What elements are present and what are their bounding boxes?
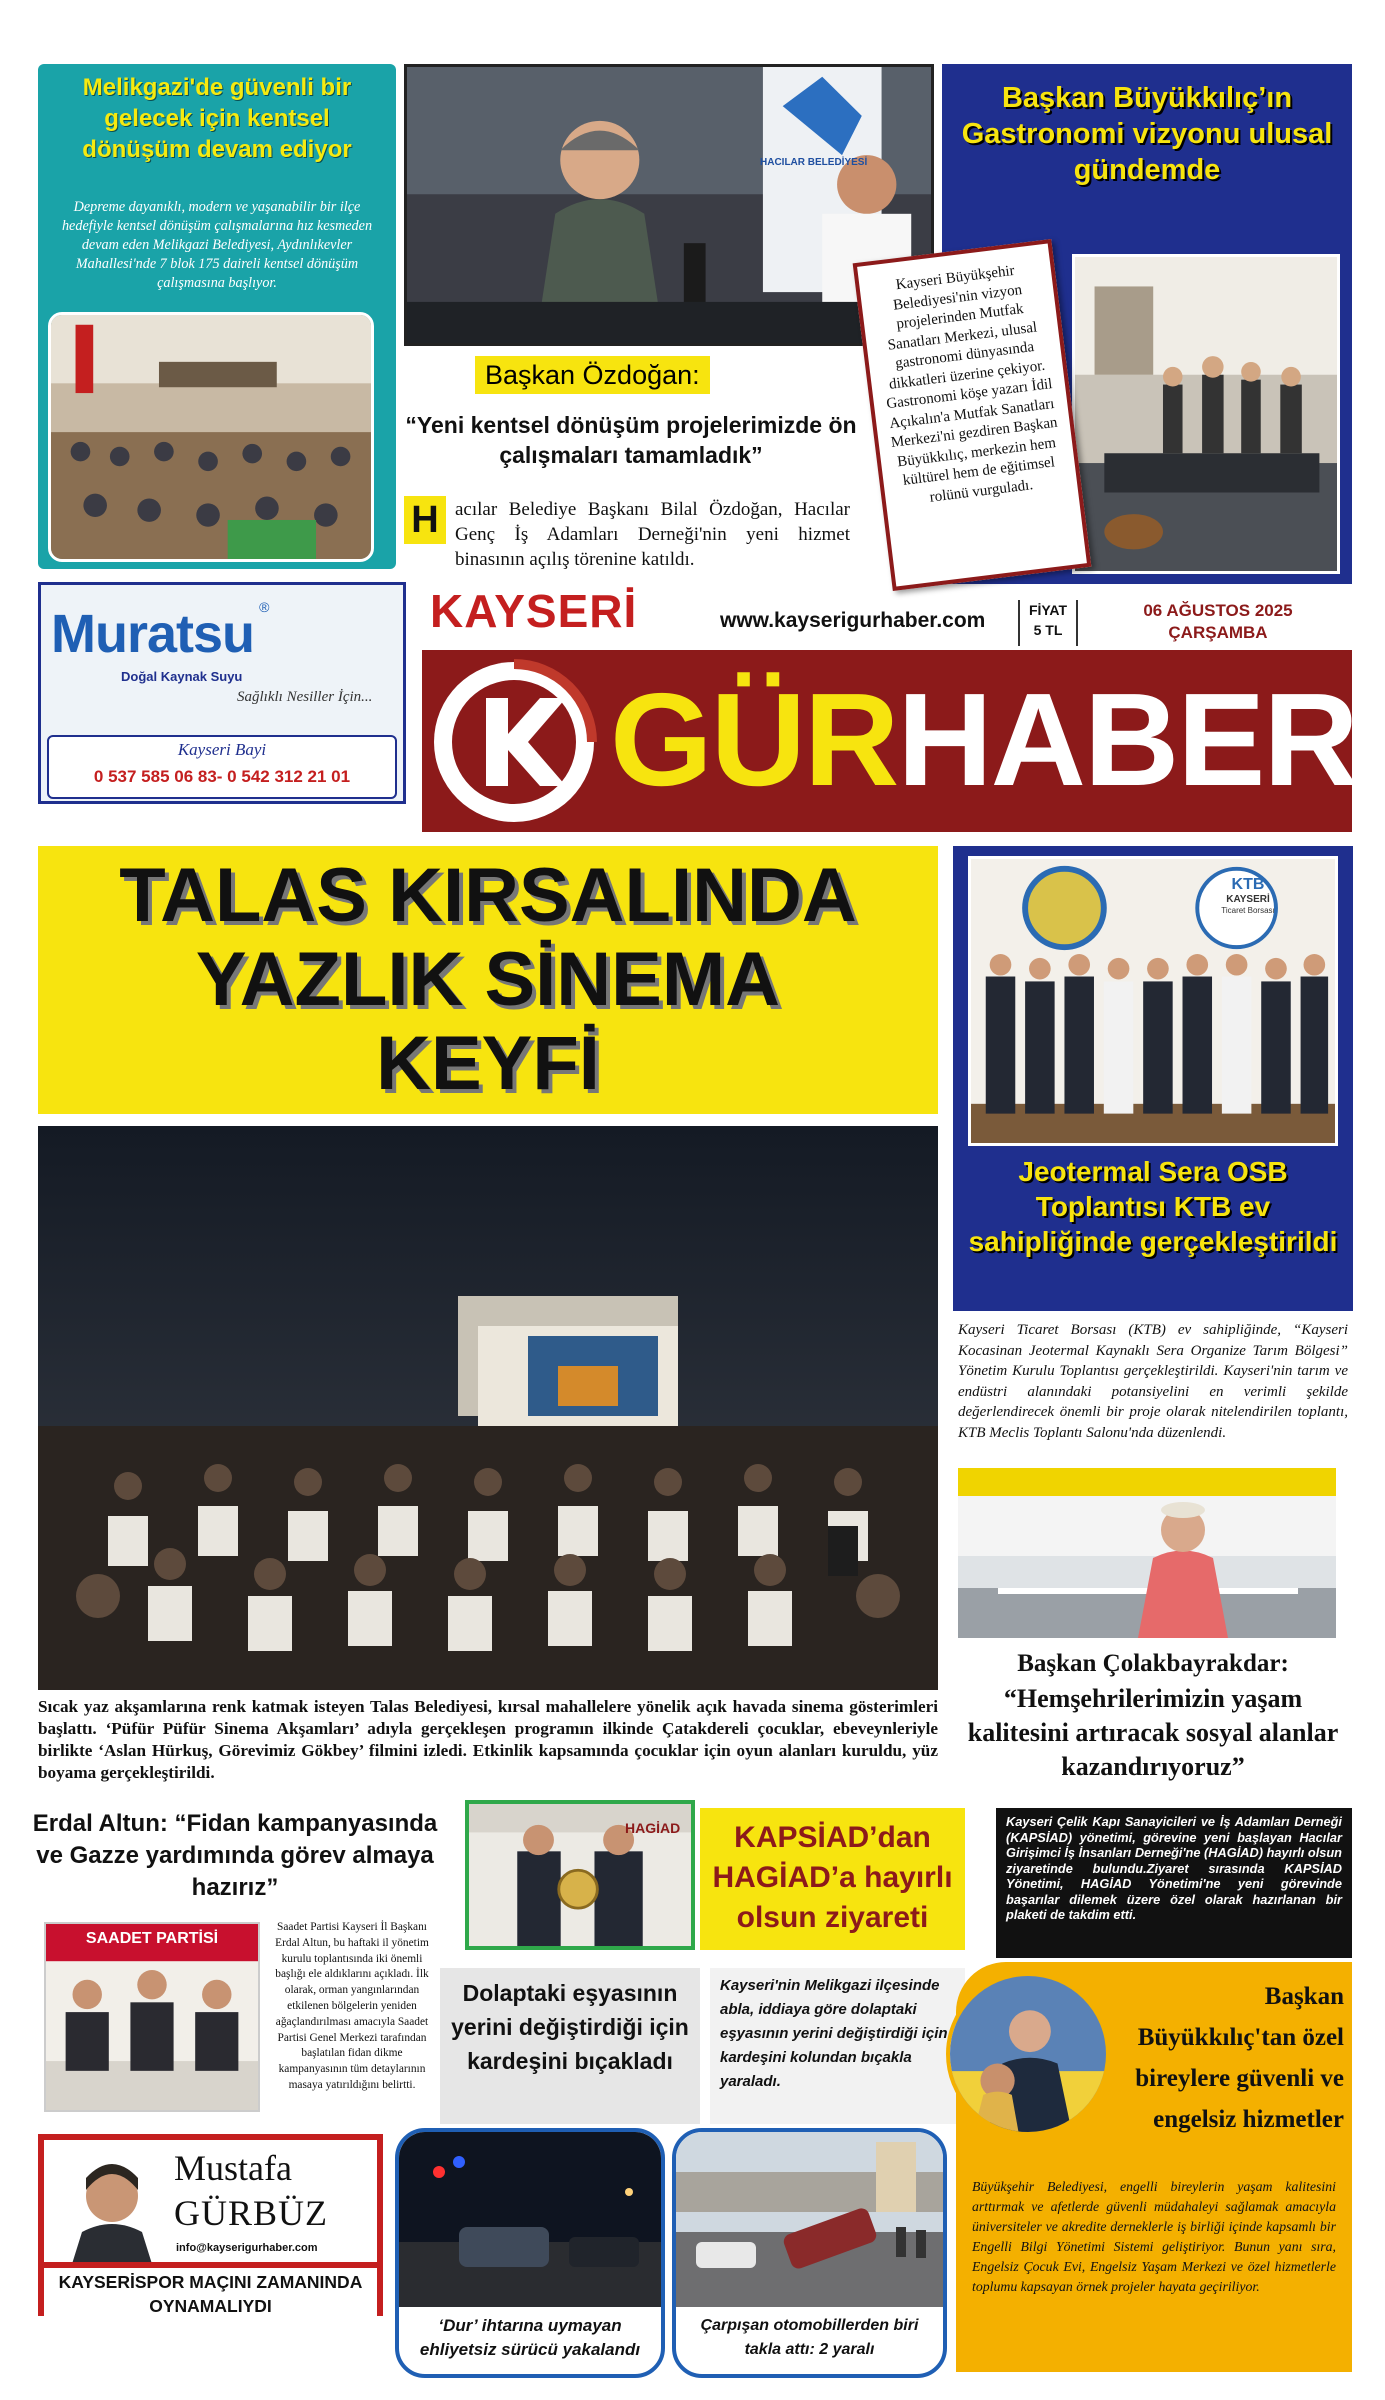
- ozdogan-label: Başkan Özdoğan:: [475, 356, 710, 394]
- melikgazi-body: Depreme dayanıklı, modern ve yaşanabilir bir ilçe hedefiyle kentsel dönüşüm çalışmalarına hız kesmeden devam eden Melikgazi Belediyesi, Aydınlıkevler Mahallesi'nde 7 blok 175 daireli kentsel dönüşüm çalışmasına başlıyor.: [61, 199, 373, 291]
- price-label: FİYAT: [1028, 602, 1068, 618]
- stabbing-title: Dolaptaki eşyasının yerini değiştirdiği için kardeşini bıçakladı: [451, 1980, 689, 2074]
- muratsu-registered: ®: [259, 599, 270, 615]
- hacilar-logo-text: HACILAR BELEDİYESİ: [760, 157, 868, 168]
- ktb-logo-c: Ticaret Borsası: [1221, 906, 1275, 915]
- gastronomy-note: Kayseri Büyükşehir Belediyesi'nin vizyon projelerinden Mutfak Sanatları Merkezi, ulusal gastronomi dünyasında dikkatleri üzerine çekiyor. Gastronomi köşe yazarı İdil Açıkalın'a Mutfak Sanatları Merkezi'ni gezdiren Başkan Büyükkılıç, merkezin hem kültürel hem de eğitimsel rolünü vurguladı.: [853, 239, 1092, 591]
- council-meeting-photo: [48, 312, 374, 562]
- accessible-services-body: Büyükşehir Belediyesi, engelli bireylerin yaşam kalitesini arttırmak ve afetlerde güvenli müdahaleyi sağlamak amacıyla üniversiteler ve akredite derneklerle iş birliği içinde kapsamlı bir Engelli Bilgi Yönetimi Sistemi geliştiriyor. Bunun yanı sıra, Engelsiz Çocuk Evi, Engelsiz Yaşam Merkezi ve özel hizmetlerle toplumu kapsayan örnek projeler hayata geçiriliyor.: [956, 2167, 1352, 2372]
- ktb-logo-b: KAYSERİ: [1226, 894, 1270, 905]
- kapsiad-body: Kayseri Çelik Kapı Sanayicileri ve İş Adamları Derneği (KAPSİAD) yönetimi, görevine yeni başlayan Hacılar Girişimci İş İnsanları Derneği'ne (HAGİAD) hayırlı olsun ziyaretinde bulundu.Ziyaret sırasında KAPSİAD Yönetimi, HAGİAD Yönetimi'ne yeni görevinde başarılar dilemek üzere özel olarak hazırlanan bir plaketi de takdim etti.: [996, 1808, 1352, 1958]
- masthead-banner: [422, 650, 1357, 832]
- buyukkilic-photo: [946, 1972, 1110, 2136]
- muratsu-slogan: Sağlıklı Nesiller İçin...: [237, 689, 373, 705]
- muratsu-logo-wrap: [51, 599, 396, 669]
- columnist-last-name: GÜRBÜZ: [174, 2193, 329, 2233]
- headline-line-2: YAZLIK SİNEMA: [195, 937, 781, 1022]
- traffic-stop-photo: [399, 2132, 661, 2307]
- gastronomy-title: Başkan Büyükkılıç’ın Gastronomi vizyonu ulusal gündemde: [961, 82, 1333, 186]
- ktb-body: Kayseri Ticaret Borsası (KTB) ev sahipliğinde, “Kayseri Kocasinan Jeotermal Kaynaklı Sera Organize Tarım Bölgesi” Yönetim Kurulu Toplantısı gerçekleştirildi. Kayseri'nin tarım ve endüstri alanındaki potansiyelini en verimli şekilde değerlendirecek önemli bir proje olarak nitelendirilen toplantı, KTB Meclis Toplantı Salonu'nda düzenlendi.: [958, 1322, 1348, 1441]
- masthead-name-gur: GÜR: [610, 666, 898, 813]
- car-crash-photo: [676, 2132, 943, 2307]
- car-crash-caption: Çarpışan otomobillerden biri takla attı: 2 yaralı: [700, 2317, 919, 2358]
- muratsu-phones: 0 537 585 06 83- 0 542 312 21 01: [93, 767, 351, 786]
- ktb-article[interactable]: [953, 846, 1353, 1311]
- gurhaber-logo-icon: [428, 656, 600, 828]
- saadet-meeting-photo: [44, 1922, 260, 2112]
- hagiad-sign: HAGİAD: [625, 1820, 681, 1836]
- ozdogan-body: acılar Belediye Başkanı Bilal Özdoğan, Hacılar Genç İş Adamları Derneği'nin yeni hizmet binasının açılış törenine katıldı.: [455, 499, 850, 570]
- main-headline-box[interactable]: [38, 846, 938, 1114]
- columnist-first-name: Mustafa: [174, 2148, 292, 2188]
- altun-title: Erdal Altun: “Fidan kampanyasında ve Gazze yardımında görev almaya hazırız”: [32, 1810, 438, 1901]
- ktb-logo-a: KTB: [1231, 876, 1265, 893]
- muratsu-dealer-box: [47, 735, 397, 799]
- outdoor-cinema-photo: [38, 1126, 938, 1690]
- kitchen-photo: [1072, 254, 1340, 574]
- masthead-city: KAYSERİ: [430, 585, 638, 637]
- cinema-caption: Sıcak yaz akşamlarına renk katmak isteyen Talas Belediyesi, kırsal mahallelere yönelik açık havada sinema gösterimleri başlattı. ‘Püfür Püfür Sinema Akşamları’ adıyla gerçekleşen programın ilkinde Çatakdereli çocuklar, ebeveynleriyle birlikte ‘Aslan Hürkuş, Görevimiz Gökbey’ filmini izledi. Etkinlik kapsamında çocuklar için oyun alanları kuruldu, yüz boyama gerçekleştirildi.: [38, 1697, 938, 1782]
- kapsiad-title-box[interactable]: [700, 1808, 965, 1950]
- masthead-name-haber: HABER: [897, 666, 1357, 813]
- issue-date: 06 AĞUSTOS 2025: [1143, 601, 1293, 620]
- date-box: [1084, 600, 1352, 646]
- ozdogan-dropcap: H: [404, 496, 446, 544]
- masthead-name: [610, 660, 1357, 820]
- melikgazi-article[interactable]: [38, 64, 396, 569]
- ktb-title: Jeotermal Sera OSB Toplantısı KTB ev sahipliğinde gerçekleştirildi: [968, 1156, 1338, 1257]
- price-box: [1018, 600, 1078, 646]
- kapsiad-title: KAPSİAD’dan HAGİAD’a hayırlı olsun ziyareti: [712, 1821, 953, 1934]
- ktb-logo: [1208, 876, 1288, 916]
- traffic-stop-article[interactable]: [395, 2128, 665, 2378]
- stabbing-title-box[interactable]: [440, 1968, 700, 2124]
- accessible-services-title: Başkan Büyükkılıç'tan özel bireylere güvenli ve engelsiz hizmetler: [1135, 1983, 1344, 2133]
- ozdogan-quote: “Yeni kentsel dönüşüm projelerimizde ön çalışmaları tamamladık”: [405, 412, 857, 468]
- traffic-stop-caption: ‘Dur’ ihtarına uymayan ehliyetsiz sürücü yakalandı: [419, 2316, 641, 2359]
- column-rule: [38, 2262, 383, 2268]
- masthead-url[interactable]: www.kayserigurhaber.com: [720, 609, 986, 632]
- colakbayrakdar-label: Başkan Çolakbayrakdar:: [1017, 1650, 1289, 1677]
- column-headline: KAYSERİSPOR MAÇINI ZAMANINDA OYNAMALIYDI: [58, 2272, 363, 2316]
- columnist-photo: [66, 2152, 158, 2264]
- ozdogan-photo: [404, 64, 934, 346]
- muratsu-brand: Muratsu: [51, 604, 255, 664]
- muratsu-ad[interactable]: [38, 582, 406, 804]
- columnist-email[interactable]: info@kayserigurhaber.com: [176, 2242, 318, 2254]
- colakbayrakdar-photo: [958, 1468, 1336, 1638]
- car-crash-article[interactable]: [672, 2128, 947, 2378]
- muratsu-dealer: Kayseri Bayi: [177, 740, 267, 759]
- hacilar-logo: [760, 150, 900, 190]
- saadet-banner-text: SAADET PARTİSİ: [85, 1930, 219, 1947]
- muratsu-subtitle: Doğal Kaynak Suyu: [121, 669, 243, 684]
- stabbing-body: Kayseri'nin Melikgazi ilçesinde abla, iddiaya göre dolaptaki eşyasının yerini değiştirdiği için kardeşini kolundan bıçakla yaraladı.: [710, 1968, 965, 2124]
- headline-line-1: TALAS KIRSALINDA: [119, 853, 857, 938]
- price-value: 5 TL: [1033, 622, 1063, 638]
- altun-body: Saadet Partisi Kayseri İl Başkanı Erdal Altun, bu haftaki il yönetim kurulu toplantısında iki önemli başlığı ele aldıklarını açıkladı. İlk olarak, orman yangınlarından etkilenen bölgelerin yeniden ağaçlandırılması amacıyla Saadet Partisi Genel Merkezi tarafından başlatılan fidan dikme kampanyasının tüm detaylarının masaya yatırıldığını belirtti.: [275, 1921, 429, 2091]
- melikgazi-title: Melikgazi'de güvenli bir gelecek için kentsel dönüşüm devam ediyor: [82, 74, 352, 163]
- headline-line-3: KEYFİ: [376, 1021, 600, 1106]
- issue-day: ÇARŞAMBA: [1168, 623, 1268, 642]
- colakbayrakdar-quote: “Hemşehrilerimizin yaşam kalitesini artıracak sosyal alanlar kazandırıyoruz”: [967, 1684, 1339, 1781]
